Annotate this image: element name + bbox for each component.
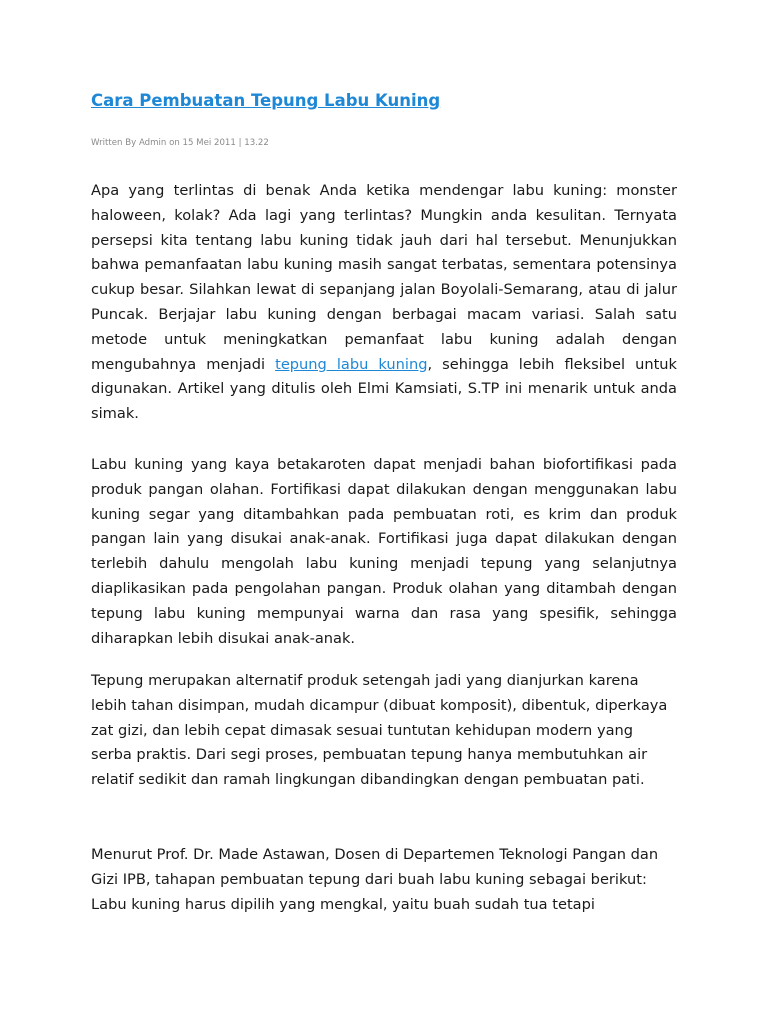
article-title-link[interactable]: Cara Pembuatan Tepung Labu Kuning xyxy=(91,91,441,110)
paragraph-betakaroten: Labu kuning yang kaya betakaroten dapat menjadi bahan biofortifikasi pada produk pangan olahan. Fortifikasi dapat dilakukan dengan menggunakan labu kuning segar yang ditambahkan pada pembuatan roti, es krim dan produk pangan lain yang disukai anak-anak. Fortifikasi juga dapat dilakukan dengan terlebih dahulu mengolah labu kuning menjadi tepung yang selanjutnya diaplikasikan pada pengolahan pangan. Produk olahan yang ditambah dengan tepung labu kuning mempunyai warna dan rasa yang spesifik, sehingga diharapkan lebih disukai anak-anak. xyxy=(91,456,677,647)
paragraph-intro-text-before: Apa yang terlintas di benak Anda ketika mendengar labu kuning: monster haloween, kolak? Ada lagi yang terlintas? Mungkin anda kesulitan. Ternyata persepsi kita tentang labu kuning tidak jauh dari hal tersebut. Menunjukkan bahwa pemanfaatan labu kuning masih sangat terbatas, sementara potensinya cukup besar. Silahkan lewat di sepanjang jalan Boyolali-Semarang, atau di jalur Puncak. Berjajar labu kuning dengan berbagai macam variasi. Salah satu metode untuk meningkatkan pemanfaat labu kuning adalah dengan mengubahnya menjadi xyxy=(91,182,677,373)
paragraph-tahapan: Menurut Prof. Dr. Made Astawan, Dosen di Departemen Teknologi Pangan dan Gizi IPB, tahapan pembuatan tepung dari buah labu kuning sebagai berikut: Labu kuning harus dipilih yang mengkal, yaitu buah sudah tua tetapi xyxy=(91,846,659,913)
tepung-labu-kuning-link[interactable]: tepung labu kuning xyxy=(275,355,428,373)
article-meta: Written By Admin on 15 Mei 2011 | 13.22 xyxy=(91,138,269,148)
paragraph-tepung-alternatif: Tepung merupakan alternatif produk setengah jadi yang dianjurkan karena lebih tahan disimpan, mudah dicampur (dibuat komposit), dibentuk, diperkaya zat gizi, dan lebih cepat dimasak sesuai tuntutan kehidupan modern yang serba praktis. Dari segi proses, pembuatan tepung hanya membutuhkan air relatif sedikit dan ramah lingkungan dibandingkan dengan pembuatan pati. xyxy=(91,672,668,789)
paragraph-intro xyxy=(91,179,677,427)
paragraph-intro-text-after: , sehingga lebih fleksibel untuk digunakan. Artikel yang ditulis oleh Elmi Kamsiati, S.TP ini menarik untuk anda simak. xyxy=(91,355,677,423)
